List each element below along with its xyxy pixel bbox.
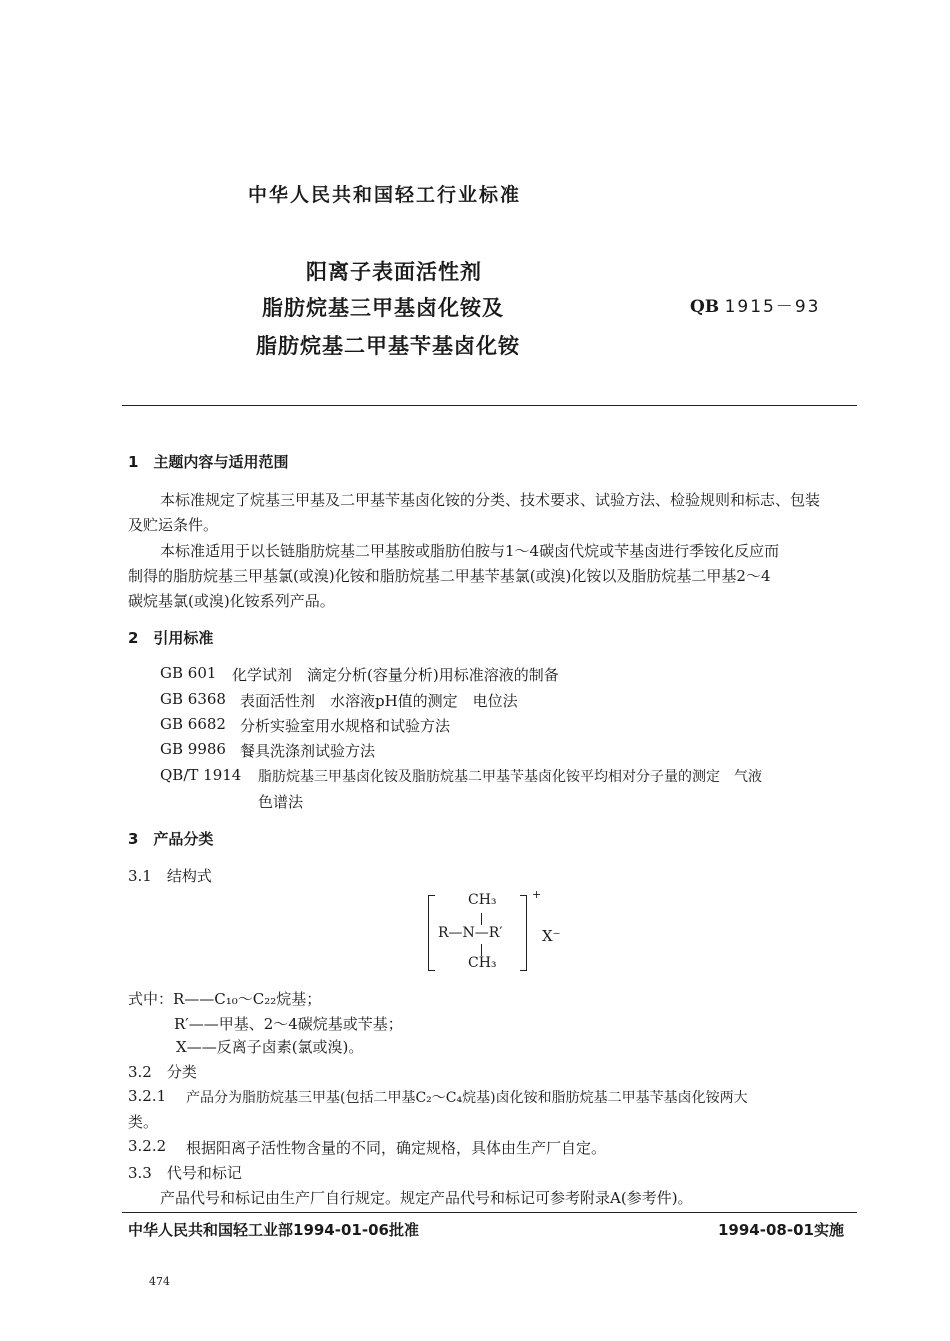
formula-anion: X⁻ [542,927,561,945]
section3-3-text: 产品代号和标记由生产厂自行规定。规定产品代号和标记可参考附录A(参考件)。 [160,1189,693,1207]
formula-bottom-group: CH₃ [468,955,497,971]
section1-heading: 1 主题内容与适用范围 [128,453,289,471]
reference-title: 脂肪烷基三甲基卤化铵及脂肪烷基二甲基苄基卤化铵平均相对分子量的测定 气液 [258,769,762,785]
where-r-prime-line [174,1013,403,1034]
section1-para2-line1: 本标准适用于以长链脂肪烷基二甲基胺或脂肪伯胺与1～4碳卤代烷或苄基卤进行季铵化反应而 [160,542,780,560]
reference-code: GB 6368 [160,690,226,708]
section3-2-2-number: 3.2.2 [128,1137,167,1155]
page-number: 474 [149,1275,170,1288]
reference-title-continued: 色谱法 [258,793,304,811]
org-title: 中华人民共和国轻工行业标准 [248,184,522,206]
where-r-definition: ——C₁₀～C₂₂烷基； [184,990,322,1008]
formula-top-bond [481,913,482,925]
section3-2-1-number: 3.2.1 [128,1087,167,1105]
standard-number [690,292,821,317]
section3-2-1-line1: 产品分为脂肪烷基三甲基(包括二甲基C₂～C₄烷基)卤化铵和脂肪烷基二甲基苄基卤化铵两大 [186,1090,748,1106]
section3-2-1-line2: 类。 [128,1113,159,1131]
where-x-symbol: X [176,1038,187,1056]
reference-code: GB 601 [160,664,217,682]
section3-3-heading: 3.3 代号和标记 [128,1164,242,1182]
reference-code: QB/T 1914 [160,766,242,784]
reference-title: 分析实验室用水规格和试验方法 [240,717,451,735]
section3-2-heading: 3.2 分类 [128,1063,197,1081]
section3-heading: 3 产品分类 [128,830,214,848]
section3-2-2-text: 根据阳离子活性物含量的不同，确定规格，具体由生产厂自定。 [186,1139,607,1157]
section1-para2-line2: 制得的脂肪烷基三甲基氯(或溴)化铵和脂肪烷基二甲基苄基氯(或溴)化铵以及脂肪烷基二甲基2～4 [128,567,771,585]
section2-heading: 2 引用标准 [128,629,214,647]
doc-title-line3: 脂肪烷基二甲基苄基卤化铵 [256,334,520,358]
doc-title-line2: 脂肪烷基三甲基卤化铵及 [262,296,504,320]
where-r-line [128,988,321,1009]
footer-rule [122,1212,857,1213]
reference-code: GB 6682 [160,715,226,733]
reference-code: GB 9986 [160,740,226,758]
where-x-line [176,1036,363,1057]
formula-center: R—N—R′ [438,925,503,941]
section1-para1-line2: 及贮运条件。 [128,516,219,534]
reference-title: 化学试剂 滴定分析(容量分析)用标准溶液的制备 [232,666,559,684]
header-rule [122,405,857,406]
where-x-definition: ——反离子卤素(氯或溴)。 [186,1038,364,1056]
right-bracket [520,895,527,971]
standard-code: 1915－93 [724,297,821,317]
formula-charge: + [532,888,542,901]
standard-prefix: QB [690,297,720,317]
section1-para1-line1: 本标准规定了烷基三甲基及二甲基苄基卤化铵的分类、技术要求、试验方法、检验规则和标志、包装 [160,491,821,509]
reference-title: 餐具洗涤剂试验方法 [240,742,376,760]
doc-title-line1: 阳离子表面活性剂 [306,260,482,284]
section1-para2-line3: 碳烷基氯(或溴)化铵系列产品。 [128,592,335,610]
section3-1-heading: 3.1 结构式 [128,867,212,885]
left-bracket [428,895,435,971]
where-r-symbol: 式中：R [128,990,185,1008]
implementation-date: 1994-08-01实施 [718,1221,844,1239]
approval-line: 中华人民共和国轻工业部1994-01-06批准 [128,1221,419,1239]
where-r-prime-definition: ——甲基、2～4碳烷基或苄基； [188,1015,403,1033]
formula-top-group: CH₃ [468,892,497,908]
reference-title: 表面活性剂 水溶液pH值的测定 电位法 [240,692,518,710]
where-r-prime-symbol: R′ [174,1015,189,1033]
